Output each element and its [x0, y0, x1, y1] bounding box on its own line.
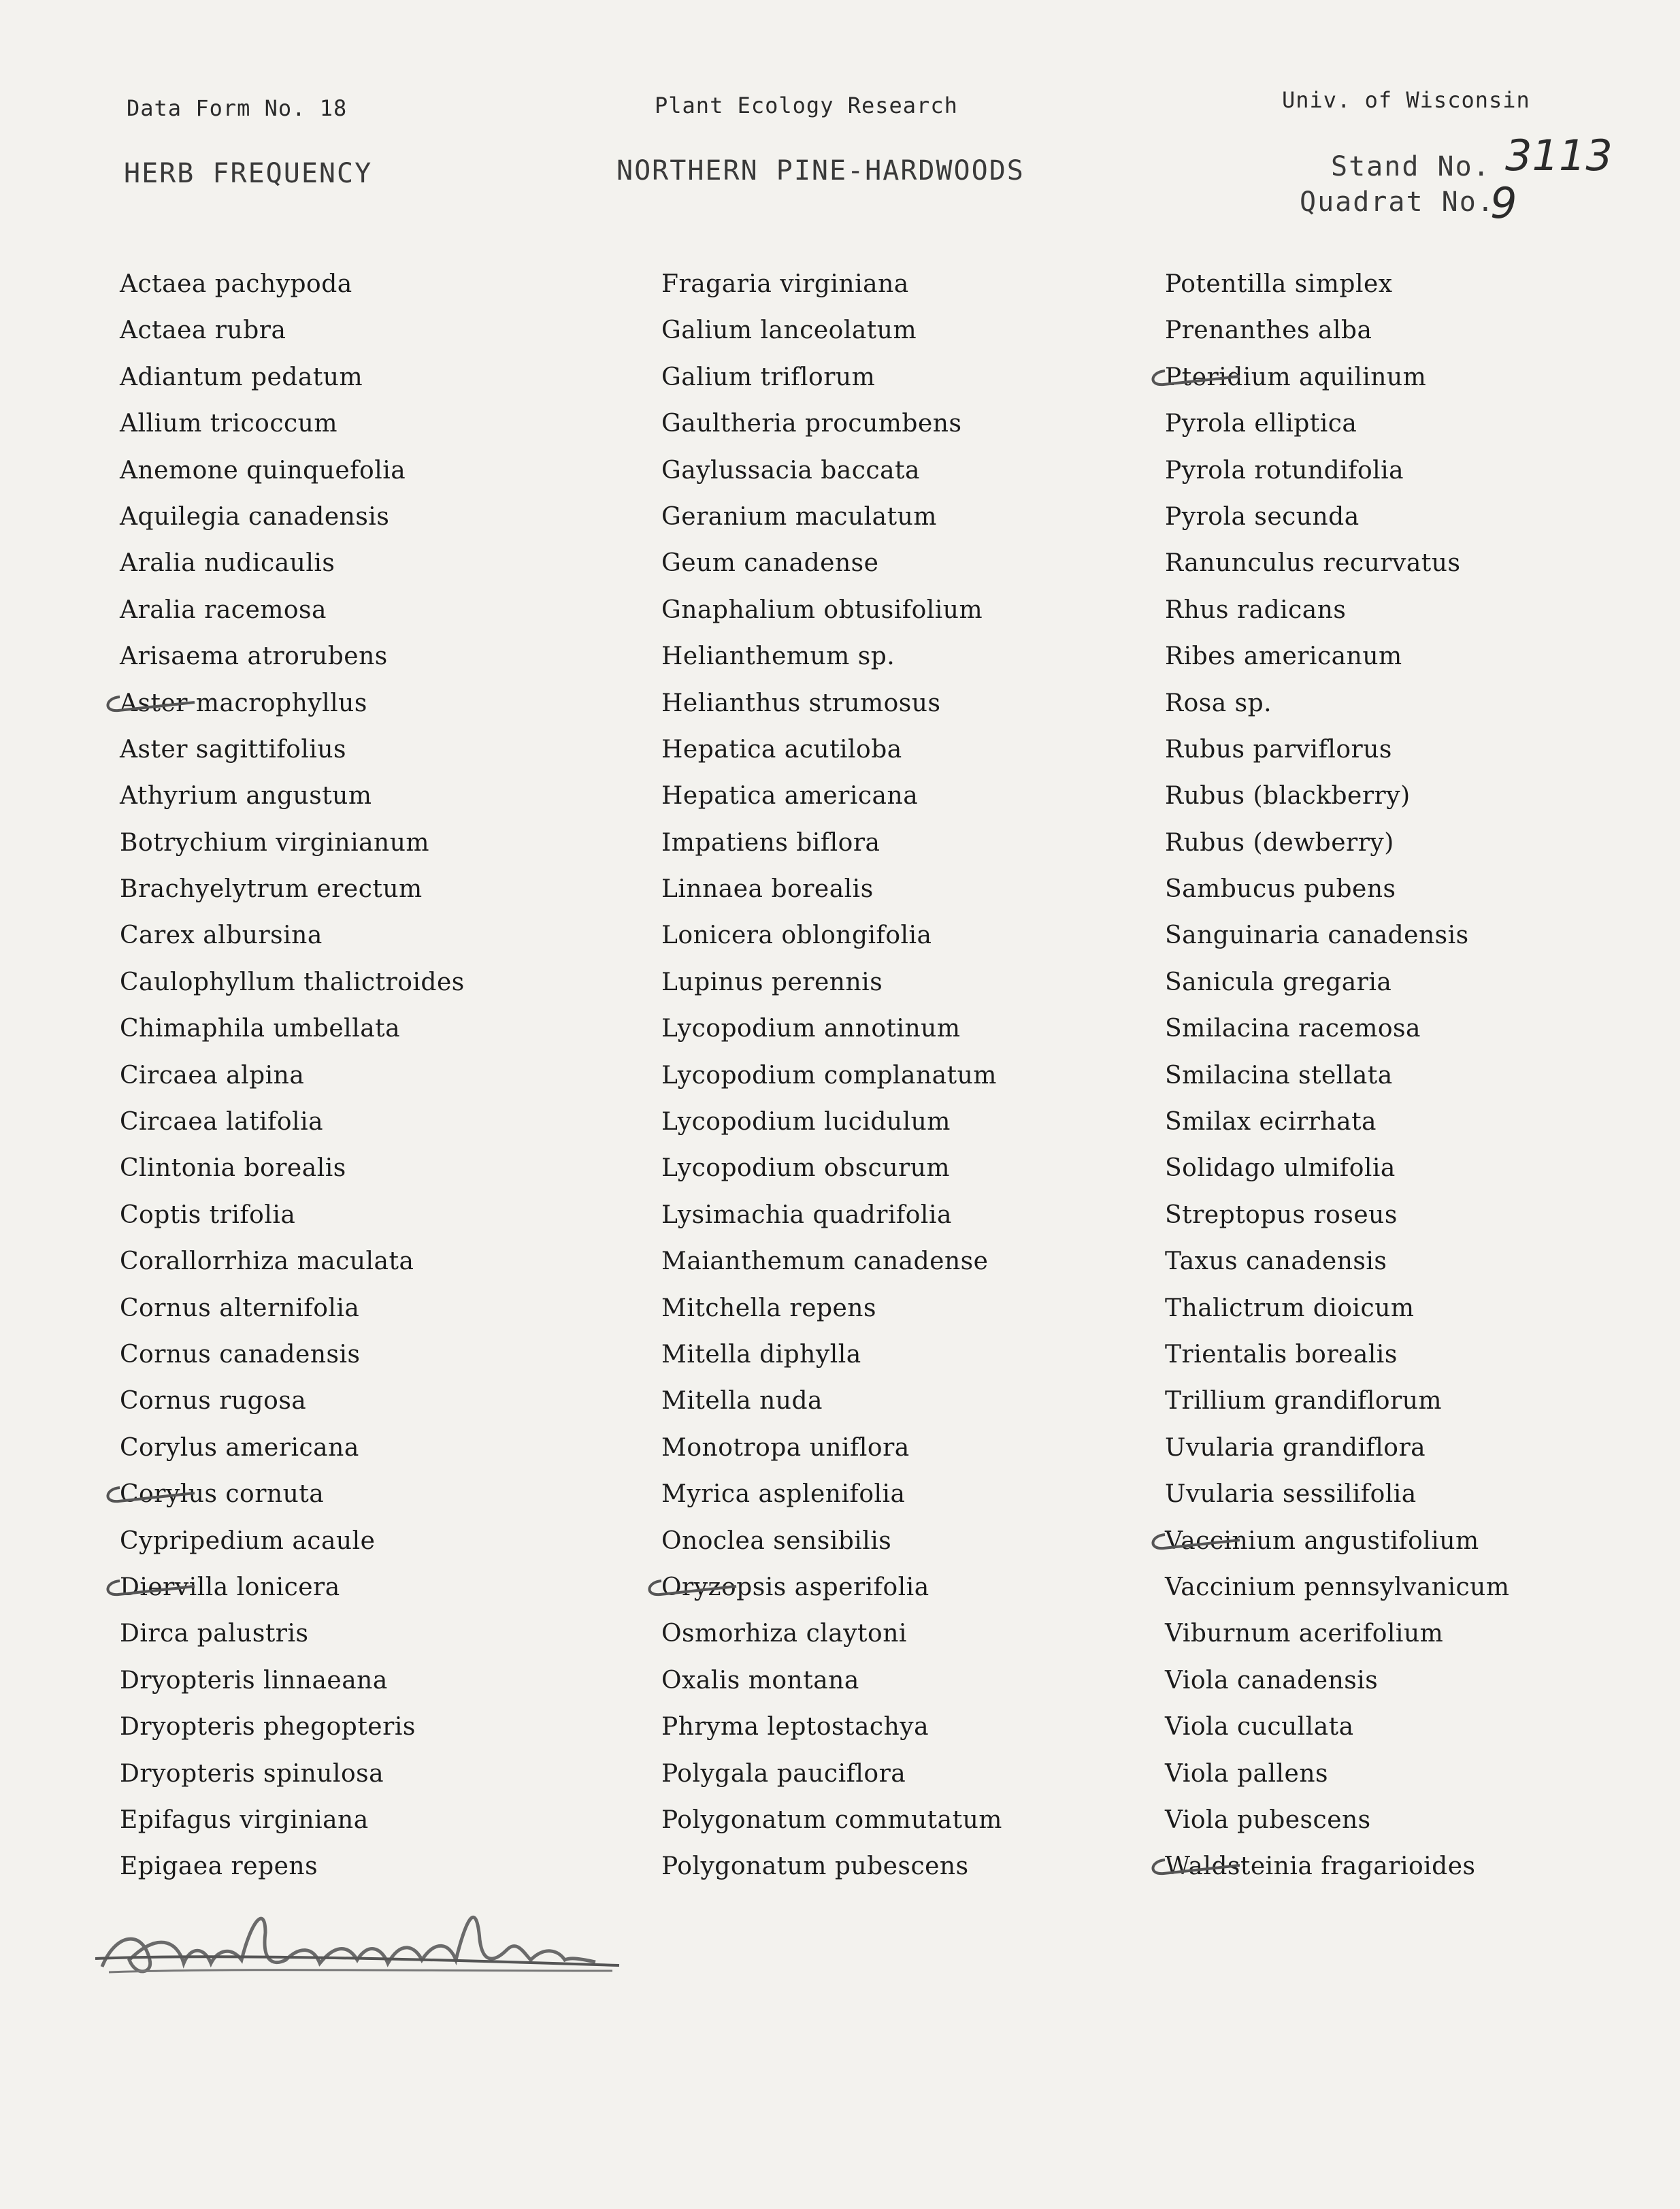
species-name: Hepatica acutiloba [661, 735, 902, 764]
species-name: Potentilla simplex [1165, 270, 1393, 298]
species-item [661, 1053, 1002, 1099]
species-name: Epifagus virginiana [120, 1805, 369, 1834]
species-name: Hepatica americana [661, 782, 919, 811]
species-item [120, 1704, 465, 1750]
species-item [1165, 1006, 1510, 1052]
species-name: Streptopus roseus [1165, 1200, 1398, 1229]
species-name: Anemone quinquefolia [120, 456, 406, 485]
species-item [1165, 261, 1510, 308]
species-item [120, 634, 465, 680]
species-name: Cornus canadensis [120, 1340, 361, 1369]
species-item [661, 1286, 1002, 1332]
species-name: Caulophyllum thalictroides [120, 968, 465, 996]
species-item [120, 1053, 465, 1099]
species-name: Smilacina stellata [1165, 1061, 1393, 1090]
species-item [120, 261, 465, 308]
species-item [1165, 1145, 1510, 1192]
species-item [1165, 820, 1510, 866]
species-item [120, 1565, 465, 1611]
species-name: Viola pallens [1165, 1759, 1328, 1788]
species-item [120, 587, 465, 634]
species-item [1165, 540, 1510, 587]
species-name: Actaea rubra [120, 316, 286, 345]
species-item [1165, 1053, 1510, 1099]
species-item [661, 1192, 1002, 1239]
species-name: Uvularia grandiflora [1165, 1433, 1426, 1462]
species-item [1165, 681, 1510, 727]
species-name: Vaccinium angustifolium [1165, 1526, 1479, 1555]
species-name: Chimaphila umbellata [120, 1015, 401, 1043]
species-name: Pyrola rotundifolia [1165, 456, 1404, 485]
species-name: Mitella nuda [661, 1387, 823, 1416]
species-name: Osmorhiza claytoni [661, 1620, 907, 1648]
species-name: Dryopteris phegopteris [120, 1713, 416, 1741]
species-name: Lycopodium obscurum [661, 1154, 951, 1183]
species-name: Lycopodium complanatum [661, 1061, 997, 1090]
pencil-check-mark [641, 1574, 743, 1601]
species-item [661, 1239, 1002, 1285]
species-item [120, 1192, 465, 1239]
species-item [120, 866, 465, 913]
species-column-1 [120, 261, 465, 1891]
species-item [661, 1844, 1002, 1890]
species-name: Impatiens biflora [661, 828, 880, 857]
species-item [1165, 1844, 1510, 1890]
species-name: Athyrium angustum [120, 782, 372, 811]
community-title: NORTHERN PINE-HARDWOODS [616, 155, 1025, 186]
species-name: Aralia nudicaulis [120, 549, 335, 578]
pencil-check-mark [1144, 364, 1247, 391]
pencil-check-mark [99, 1481, 201, 1508]
species-item [1165, 1239, 1510, 1285]
species-name: Geranium maculatum [661, 502, 937, 531]
species-item [661, 1658, 1002, 1704]
species-name: Trillium grandiflorum [1165, 1387, 1443, 1416]
species-item [120, 773, 465, 819]
pencil-check-mark [1144, 1853, 1247, 1880]
species-name: Helianthus strumosus [661, 689, 941, 717]
species-name: Smilacina racemosa [1165, 1015, 1421, 1043]
species-item [120, 1239, 465, 1285]
species-item [1165, 1751, 1510, 1797]
species-item [1165, 1286, 1510, 1332]
species-name: Rubus (blackberry) [1165, 782, 1411, 811]
species-name: Gaylussacia baccata [661, 456, 920, 485]
species-item [1165, 960, 1510, 1006]
species-name: Smilax ecirrhata [1165, 1108, 1377, 1136]
species-item [661, 681, 1002, 727]
species-item [120, 913, 465, 959]
species-item [1165, 634, 1510, 680]
species-name: Prenanthes alba [1165, 316, 1372, 345]
species-name: Onoclea sensibilis [661, 1526, 892, 1555]
species-item [661, 1145, 1002, 1192]
project-name: Plant Ecology Research [655, 93, 958, 118]
stand-number-handwritten: 3113 [1505, 131, 1613, 180]
species-item [661, 1006, 1002, 1052]
species-name: Diervilla lonicera [120, 1573, 340, 1601]
species-item [661, 540, 1002, 587]
species-name: Lysimachia quadrifolia [661, 1200, 952, 1229]
species-name: Corylus cornuta [120, 1480, 325, 1509]
species-name: Rubus (dewberry) [1165, 828, 1394, 857]
species-item [1165, 494, 1510, 540]
species-item [120, 1471, 465, 1518]
species-item [661, 355, 1002, 401]
species-item [661, 1425, 1002, 1471]
species-name: Viola canadensis [1165, 1666, 1379, 1695]
species-name: Rhus radicans [1165, 595, 1347, 624]
species-name: Allium tricoccum [120, 410, 337, 438]
species-item [1165, 773, 1510, 819]
species-name: Ranunculus recurvatus [1165, 549, 1461, 578]
species-name: Aralia racemosa [120, 595, 327, 624]
species-item [1165, 1704, 1510, 1750]
species-name: Sanguinaria canadensis [1165, 921, 1469, 950]
species-name: Lycopodium lucidulum [661, 1108, 951, 1136]
species-name: Oryzopsis asperifolia [661, 1573, 929, 1601]
species-item [120, 727, 465, 773]
species-name: Viola cucullata [1165, 1713, 1354, 1741]
species-name: Uvularia sessilifolia [1165, 1480, 1417, 1509]
species-name: Gnaphalium obtusifolium [661, 595, 983, 624]
species-name: Clintonia borealis [120, 1154, 346, 1183]
species-name: Linnaea borealis [661, 875, 874, 904]
species-name: Taxus canadensis [1165, 1247, 1387, 1276]
species-name: Geum canadense [661, 549, 879, 578]
species-name: Aster macrophyllus [120, 689, 367, 717]
institution-name: Univ. of Wisconsin [1282, 87, 1530, 113]
species-name: Adiantum pedatum [120, 363, 363, 391]
species-item [1165, 1192, 1510, 1239]
species-item [661, 587, 1002, 634]
species-item [661, 401, 1002, 447]
species-name: Brachyelytrum erectum [120, 875, 423, 904]
species-item [120, 494, 465, 540]
species-item [120, 308, 465, 354]
species-item [661, 820, 1002, 866]
species-item [661, 960, 1002, 1006]
species-name: Arisaema atrorubens [120, 642, 388, 671]
species-name: Pyrola elliptica [1165, 410, 1357, 438]
species-item [120, 1751, 465, 1797]
species-item [1165, 1099, 1510, 1145]
species-name: Waldsteinia fragarioides [1165, 1852, 1476, 1881]
species-item [661, 494, 1002, 540]
species-item [661, 727, 1002, 773]
species-item [661, 1378, 1002, 1424]
species-name: Viburnum acerifolium [1165, 1620, 1444, 1648]
species-name: Rubus parviflorus [1165, 735, 1392, 764]
species-name: Aster sagittifolius [120, 735, 347, 764]
species-name: Mitella diphylla [661, 1340, 861, 1369]
species-name: Rosa sp. [1165, 689, 1272, 717]
species-item [120, 1378, 465, 1424]
pencil-check-mark [1144, 1528, 1247, 1555]
species-item [661, 1797, 1002, 1844]
species-item [120, 1006, 465, 1052]
species-name: Botrychium virginianum [120, 828, 430, 857]
species-name: Cornus rugosa [120, 1387, 307, 1416]
species-name: Coptis trifolia [120, 1200, 296, 1229]
species-item [661, 1751, 1002, 1797]
form-number: Data Form No. 18 [127, 95, 348, 121]
species-item [1165, 1378, 1510, 1424]
species-item [120, 1797, 465, 1844]
species-item [661, 1518, 1002, 1565]
species-name: Lycopodium annotinum [661, 1015, 961, 1043]
species-item [120, 1658, 465, 1704]
species-name: Dirca palustris [120, 1620, 309, 1648]
species-name: Pteridium aquilinum [1165, 363, 1427, 391]
species-name: Trientalis borealis [1165, 1340, 1398, 1369]
species-item [1165, 401, 1510, 447]
species-item [661, 634, 1002, 680]
species-name: Aquilegia canadensis [120, 502, 390, 531]
species-item [120, 1332, 465, 1378]
species-item [1165, 1658, 1510, 1704]
species-item [120, 681, 465, 727]
species-name: Dryopteris linnaeana [120, 1666, 388, 1695]
species-item [120, 1611, 465, 1657]
species-column-3 [1165, 261, 1510, 1891]
species-item [661, 773, 1002, 819]
species-item [1165, 1797, 1510, 1844]
species-item [120, 448, 465, 494]
species-name: Lupinus perennis [661, 968, 883, 996]
species-name: Cypripedium acaule [120, 1526, 376, 1555]
species-name: Phryma leptostachya [661, 1713, 929, 1741]
species-name: Galium lanceolatum [661, 316, 917, 345]
species-item [120, 1099, 465, 1145]
species-item [120, 1286, 465, 1332]
species-name: Dryopteris spinulosa [120, 1759, 384, 1788]
quadrat-number-handwritten: 9 [1490, 178, 1517, 228]
species-item [1165, 913, 1510, 959]
species-name: Sanicula gregaria [1165, 968, 1392, 996]
species-name: Circaea latifolia [120, 1108, 324, 1136]
species-name: Mitchella repens [661, 1294, 876, 1322]
quadrat-label: Quadrat No. [1300, 186, 1495, 218]
species-name: Cornus alternifolia [120, 1294, 360, 1322]
species-item [1165, 1471, 1510, 1518]
species-name: Thalictrum dioicum [1165, 1294, 1415, 1322]
species-item [1165, 1518, 1510, 1565]
species-item [120, 960, 465, 1006]
species-item [1165, 1611, 1510, 1657]
species-item [1165, 727, 1510, 773]
species-name: Sambucus pubens [1165, 875, 1396, 904]
species-item [120, 1145, 465, 1192]
species-item [661, 448, 1002, 494]
species-item [661, 1565, 1002, 1611]
species-name: Pyrola secunda [1165, 502, 1360, 531]
stand-label: Stand No. [1331, 151, 1491, 182]
species-name: Corylus americana [120, 1433, 359, 1462]
species-item [661, 261, 1002, 308]
species-item [661, 913, 1002, 959]
species-item [661, 1471, 1002, 1518]
species-name: Actaea pachypoda [120, 270, 352, 298]
species-item [1165, 355, 1510, 401]
species-item [661, 1099, 1002, 1145]
species-name: Polygonatum pubescens [661, 1852, 969, 1881]
species-name: Helianthemum sp. [661, 642, 895, 671]
form-title: HERB FREQUENCY [124, 158, 373, 189]
pencil-check-mark [99, 1574, 201, 1601]
species-item [120, 401, 465, 447]
species-item [120, 355, 465, 401]
species-item [661, 1704, 1002, 1750]
species-name: Ribes americanum [1165, 642, 1402, 671]
species-column-2 [661, 261, 1002, 1891]
species-name: Carex albursina [120, 921, 323, 950]
species-name: Solidago ulmifolia [1165, 1154, 1396, 1183]
species-item [120, 540, 465, 587]
species-name: Viola pubescens [1165, 1805, 1371, 1834]
handwritten-amelanchier-scrawl [95, 1892, 626, 1987]
species-item [120, 820, 465, 866]
species-item [1165, 1565, 1510, 1611]
species-name: Myrica asplenifolia [661, 1480, 906, 1509]
species-item [1165, 866, 1510, 913]
species-item [661, 1611, 1002, 1657]
species-name: Lonicera oblongifolia [661, 921, 932, 950]
species-item [120, 1844, 465, 1890]
species-name: Maianthemum canadense [661, 1247, 989, 1276]
species-name: Polygonatum commutatum [661, 1805, 1002, 1834]
species-item [120, 1518, 465, 1565]
species-item [661, 308, 1002, 354]
species-name: Oxalis montana [661, 1666, 859, 1695]
species-name: Gaultheria procumbens [661, 410, 962, 438]
species-name: Circaea alpina [120, 1061, 305, 1090]
species-name: Vaccinium pennsylvanicum [1165, 1573, 1510, 1601]
species-item [1165, 308, 1510, 354]
species-item [1165, 1332, 1510, 1378]
species-item [1165, 448, 1510, 494]
species-item [661, 1332, 1002, 1378]
species-item [1165, 587, 1510, 634]
species-item [1165, 1425, 1510, 1471]
species-name: Corallorrhiza maculata [120, 1247, 414, 1276]
species-name: Polygala pauciflora [661, 1759, 906, 1788]
species-name: Monotropa uniflora [661, 1433, 910, 1462]
species-name: Epigaea repens [120, 1852, 318, 1881]
species-item [120, 1425, 465, 1471]
species-name: Fragaria virginiana [661, 270, 909, 298]
pencil-check-mark [99, 690, 201, 717]
species-name: Galium triflorum [661, 363, 876, 391]
species-item [661, 866, 1002, 913]
